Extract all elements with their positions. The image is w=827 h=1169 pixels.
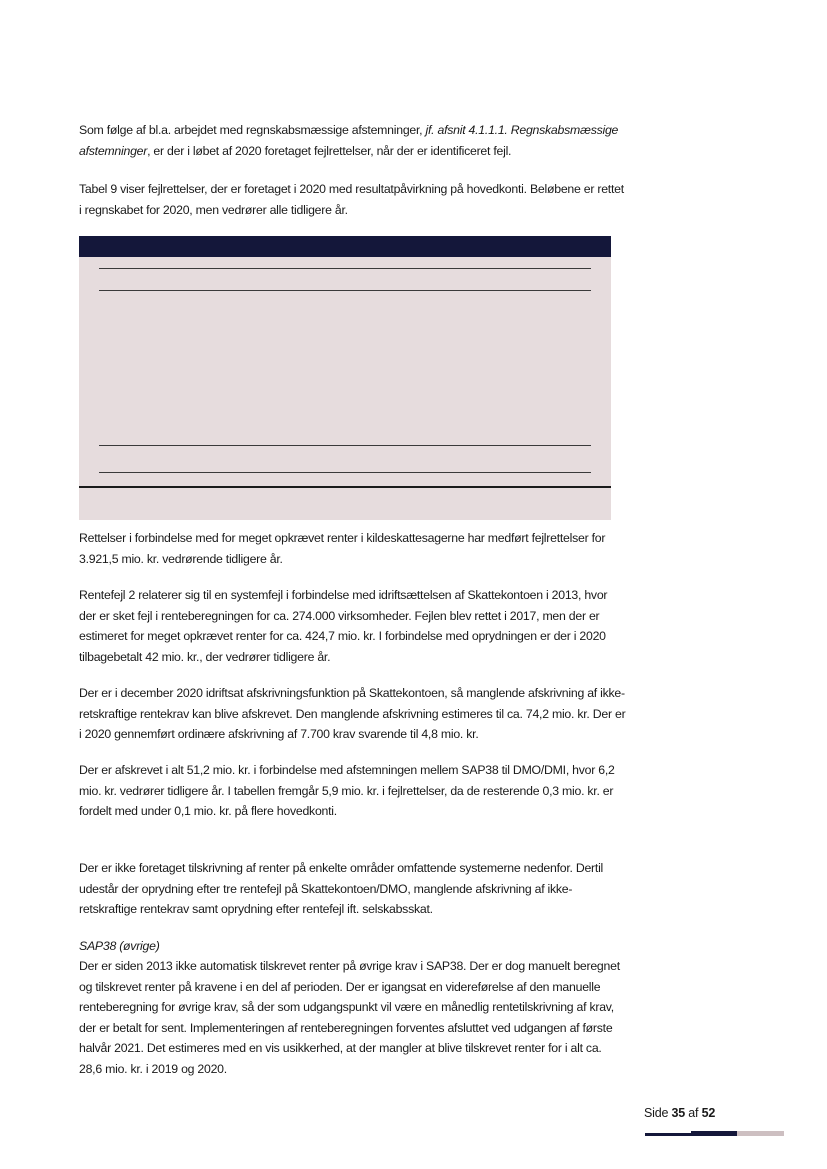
paragraph-rentefejl-2: Rentefejl 2 relaterer sig til en systemfejl i forbindelse med idriftsættelsen af Skattekontoen i 2013, hvor der er sket fejl i renteberegningen for ca. 274.000 virksomheder. Fejlen blev rettet i 2017, men der er estimeret for meget opkrævet renter for ca. 424,7 mio. kr. I forbindelse med oprydningen er der i 2020 tilbagebetalt 42 mio. kr., der vedrører tidligere år.: [79, 588, 608, 664]
table-rule: [99, 445, 591, 446]
paragraph-tilskrivning: Der er ikke foretaget tilskrivning af renter på enkelte områder omfattende systemerne nedenfor. Dertil udestår der oprydning efter tre rentefejl på Skattekontoen/DMO, manglende afskrivning af ikke-retskraftige rentekrav samt oprydning efter rentefejl ift. selskabsskat.: [79, 861, 604, 916]
intro-paragraph: [79, 120, 627, 161]
paragraph-afskrivning: Der er i december 2020 idriftsat afskrivningsfunktion på Skattekontoen, så manglende afskrivning af ikke-retskraftige rentekrav kan blive afskrevet. Den manglende afskrivning estimeres til ca. 74,2 mio. kr. Der er i 2020 gennemført ordinære afskrivning af 7.700 krav svarende til 4,8 mio. kr.: [79, 686, 626, 741]
page-prefix: Side: [644, 1106, 672, 1120]
paragraph-sap38-ovrige: Der er siden 2013 ikke automatisk tilskrevet renter på øvrige krav i SAP38. Der er dog manuelt beregnet og tilskrevet renter på kravene i en del af perioden. Der er igangsat en videreførelse af den manuelle renteberegning for øvrige krav, så der som udgangspunkt vil være en månedlig rentetilskrivning af krav, der er betalt for sent. Implementeringen af renteberegningen forventes afsluttet ved udgangen af første halvår 2021. Det estimeres med en vis usikkerhed, at der mangler at blive tilskrevet renter for i alt ca. 28,6 mio. kr. i 2019 og 2020.: [79, 959, 620, 1076]
page-number: [644, 1106, 715, 1120]
page-current: 35: [671, 1106, 686, 1120]
paragraph-kildeskat: Rettelser i forbindelse med for meget opkrævet renter i kildeskattesagerne har medført fejlrettelser for 3.921,5 mio. kr. vedrørende tidligere år.: [79, 531, 606, 566]
table-rule: [99, 472, 591, 473]
table-intro-paragraph: Tabel 9 viser fejlrettelser, der er foretaget i 2020 med resultatpåvirkning på hovedkonti. Beløbene er rettet i regnskabet for 2020, men vedrører alle tidligere år.: [79, 182, 624, 217]
page-middle: af: [685, 1106, 702, 1120]
footer-bar-segment: [737, 1131, 784, 1136]
intro-text-end: , er der i løbet af 2020 foretaget fejlrettelser, når der er identificeret fejl.: [147, 143, 512, 158]
page-total: 52: [701, 1106, 716, 1120]
footer-bar-segment: [691, 1131, 737, 1136]
table-rule: [99, 290, 591, 291]
footer-bar-segment: [645, 1133, 691, 1136]
subheading-sap38-ovrige: SAP38 (øvrige): [79, 939, 160, 953]
table-body: [79, 257, 611, 520]
intro-text: Som følge af bl.a. arbejdet med regnskabsmæssige afstemninger,: [79, 123, 426, 137]
table-header-bar: [79, 236, 611, 257]
paragraph-sap38-afstemning: Der er afskrevet i alt 51,2 mio. kr. i forbindelse med afstemningen mellem SAP38 til DMO/DMI, hvor 6,2 mio. kr. vedrører tidligere år. I tabellen fremgår 5,9 mio. kr. i fejlrettelser, da de resterende 0,3 mio. kr. er fordelt med under 0,1 mio. kr. på flere hovedkonti.: [79, 763, 615, 818]
table-bottom-rule: [79, 486, 611, 488]
table-rule: [99, 268, 591, 269]
table-9: [79, 236, 611, 488]
section-reference: jf. afsnit 4.1.1.1. Regnskabsmæssige afstemninger: [79, 123, 619, 158]
